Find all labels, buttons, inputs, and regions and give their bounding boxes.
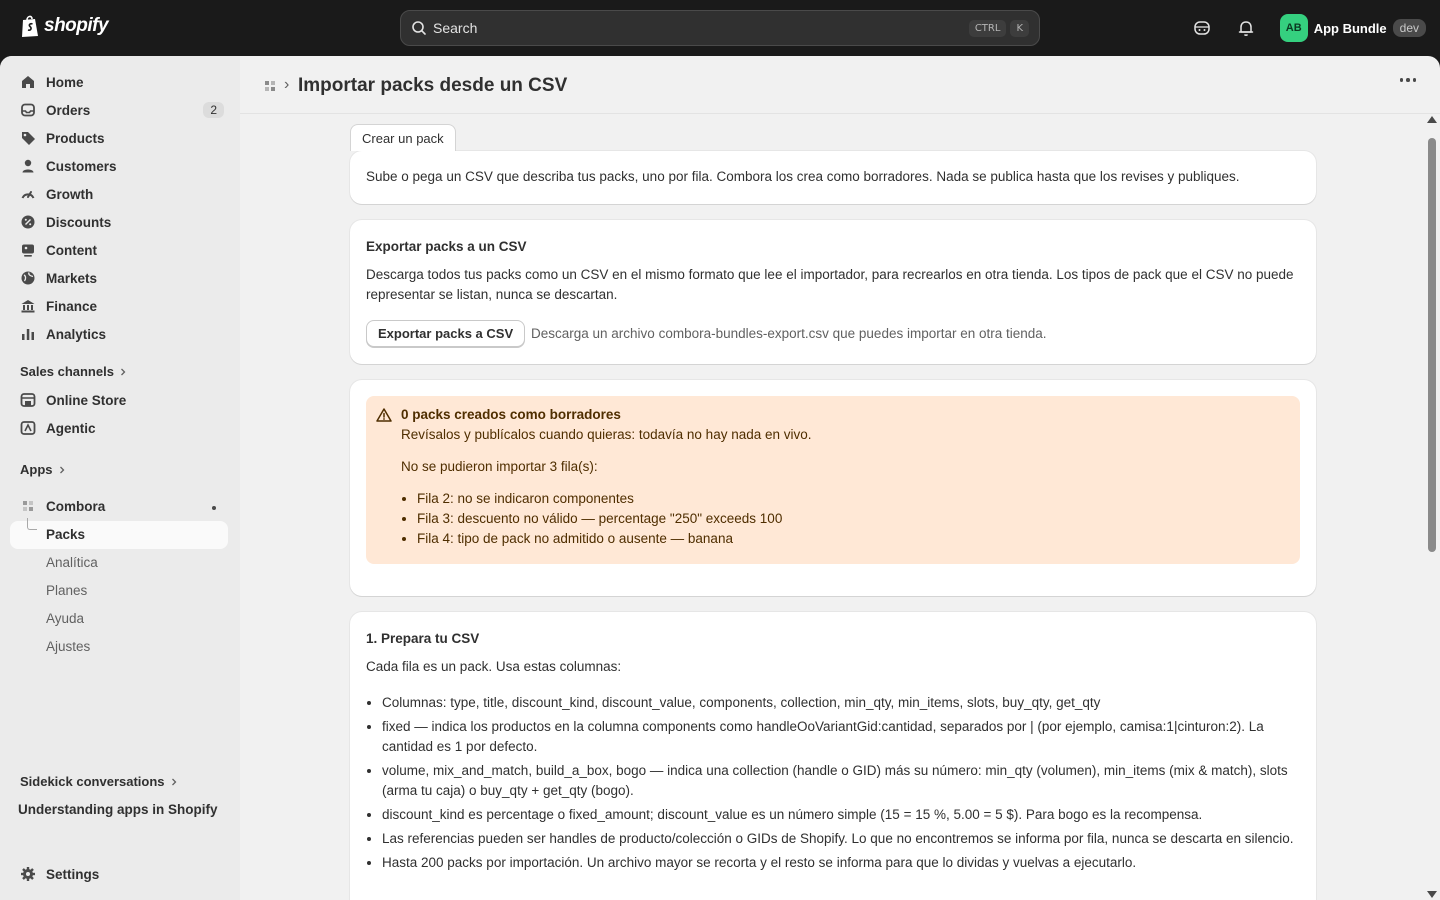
result-subtitle: Revísalos y publícalos cuando quieras: todavía no hay nada en vivo. bbox=[401, 427, 812, 442]
sidebar-item-agentic[interactable] bbox=[10, 414, 228, 442]
rule-item: • discount_kind es percentage o fixed_amount; discount_value es un número simple (15 = 15 %, 5.00 = 5 $). Para bogo es la recompensa. bbox=[382, 805, 1296, 825]
shopify-bag-icon bbox=[20, 14, 40, 38]
shortcut-key-ctrl: CTRL bbox=[969, 20, 1007, 37]
tag-icon bbox=[20, 130, 36, 146]
sidebar-subitem-ajustes[interactable]: Ajustes bbox=[46, 639, 91, 654]
prepare-title: 1. Prepara tu CSV bbox=[366, 631, 480, 646]
sidebar-item-settings[interactable] bbox=[10, 860, 228, 888]
dot-icon bbox=[1406, 78, 1410, 82]
sidebar-item-label: Products bbox=[46, 130, 105, 146]
admin-frame bbox=[0, 56, 1440, 900]
growth-icon bbox=[20, 186, 36, 202]
dot-icon bbox=[1413, 78, 1417, 82]
sidebar-item-label: Combora bbox=[46, 498, 106, 514]
export-card bbox=[350, 220, 1316, 364]
sidebar-item-label: Discounts bbox=[46, 214, 112, 230]
apps-header[interactable] bbox=[20, 462, 67, 477]
prepare-intro: Cada fila es un pack. Usa estas columnas: bbox=[366, 659, 622, 674]
tree-connector bbox=[27, 518, 37, 530]
intro-card bbox=[350, 151, 1316, 204]
rule-item: • fixed — indica los productos en la columna components como handleOoVariantGid:cantidad, separados por | (por ejemplo, camisa:1|cinturon:2). La cantidad es 1 por defecto. bbox=[382, 717, 1296, 757]
sidebar-item-label: Customers bbox=[46, 158, 117, 174]
sidebar-subitem-ayuda[interactable]: Ayuda bbox=[46, 611, 85, 626]
rule-item: • volume, mix_and_match, build_a_box, bogo — indica una collection (handle o GID) más su número: min_qty (volumen), min_items (mix & match), slots (arma tu caja) o buy_qty + get_qty (bogo). bbox=[382, 761, 1296, 801]
sidebar-item-markets[interactable] bbox=[10, 264, 228, 292]
notifications-button[interactable] bbox=[1230, 12, 1262, 44]
sidebar-item-customers[interactable] bbox=[10, 152, 228, 180]
scroll-down-arrow[interactable] bbox=[1427, 891, 1437, 898]
scroll-up-arrow[interactable] bbox=[1427, 116, 1437, 123]
shortcut-key-k: K bbox=[1010, 20, 1029, 37]
search-bar[interactable] bbox=[400, 10, 1040, 46]
sidebar-subitem-planes[interactable]: Planes bbox=[46, 583, 88, 598]
page-header bbox=[240, 56, 1440, 114]
rule-item: • Hasta 200 packs por importación. Un archivo mayor se recorta y el resto se informa para que lo dividas y vuelvas a ejecutarlo. bbox=[382, 853, 1296, 873]
more-actions-button[interactable] bbox=[1400, 78, 1417, 82]
store-avatar: AB bbox=[1280, 14, 1308, 42]
export-title: Exportar packs a un CSV bbox=[366, 239, 527, 254]
sidebar-item-growth[interactable] bbox=[10, 180, 228, 208]
bell-icon bbox=[1237, 19, 1255, 37]
sidekick-conversation-item[interactable]: Understanding apps in Shopify bbox=[18, 802, 218, 817]
export-csv-button[interactable]: Exportar packs a CSV bbox=[366, 320, 525, 347]
dot-icon bbox=[1400, 78, 1404, 82]
sidebar-item-products[interactable] bbox=[10, 124, 228, 152]
globe-icon bbox=[20, 270, 36, 286]
chevron-right-icon bbox=[118, 367, 128, 377]
chevron-right-icon bbox=[57, 465, 67, 475]
error-row: • Fila 2: no se indicaron componentes bbox=[417, 491, 782, 506]
sidebar-item-content[interactable] bbox=[10, 236, 228, 264]
breadcrumb-separator: › bbox=[284, 76, 290, 93]
scrollbar-thumb[interactable] bbox=[1428, 138, 1436, 552]
home-icon bbox=[20, 74, 36, 90]
gear-icon bbox=[20, 866, 36, 882]
apps-label: Apps bbox=[20, 462, 53, 477]
errors-heading: No se pudieron importar 3 fila(s): bbox=[401, 459, 598, 474]
sidebar-item-label: Markets bbox=[46, 270, 98, 286]
app-grid-icon bbox=[20, 498, 36, 514]
search-icon bbox=[411, 20, 427, 36]
rule-item: • Columnas: type, title, discount_kind, discount_value, components, collection, min_qty, min_items, slots, buy_qty, get_qty bbox=[382, 693, 1296, 713]
warning-banner bbox=[366, 396, 1300, 564]
export-description: Descarga todos tus packs como un CSV en el mismo formato que lee el importador, para recrearlos en otra tienda. Los tipos de pack que el CSV no puede representar se listan, nunca se descartan. bbox=[366, 267, 1294, 302]
page-title: Importar packs desde un CSV bbox=[298, 75, 568, 96]
sidekick-header[interactable] bbox=[20, 774, 179, 789]
warning-icon bbox=[376, 407, 392, 423]
sidekick-button[interactable] bbox=[1186, 12, 1218, 44]
error-row: • Fila 4: tipo de pack no admitido o ausente — banana bbox=[417, 531, 782, 546]
search-placeholder: Search bbox=[433, 20, 478, 36]
sidebar-item-label: Home bbox=[46, 74, 84, 90]
result-title: 0 packs creados como borradores bbox=[401, 407, 621, 422]
sidebar-subitem-packs[interactable] bbox=[10, 521, 228, 549]
error-list bbox=[417, 491, 782, 546]
content-icon bbox=[20, 242, 36, 258]
sidebar-item-home[interactable] bbox=[10, 68, 228, 96]
top-bar bbox=[0, 0, 1440, 56]
bank-icon bbox=[20, 298, 36, 314]
export-hint: Descarga un archivo combora-bundles-export.csv que puedes importar en otra tienda. bbox=[531, 326, 1047, 341]
sidebar-item-discounts[interactable] bbox=[10, 208, 228, 236]
person-icon bbox=[20, 158, 36, 174]
sidebar-item-label: Analytics bbox=[46, 326, 107, 342]
import-result-card bbox=[350, 380, 1316, 596]
top-actions bbox=[1186, 0, 1440, 56]
agentic-icon bbox=[20, 420, 36, 436]
sidebar-item-label: Growth bbox=[46, 186, 94, 202]
logo-text: shopify bbox=[44, 15, 109, 36]
sales-channels-header[interactable] bbox=[20, 364, 128, 379]
store-menu[interactable] bbox=[1280, 14, 1426, 42]
sidebar-item-combora[interactable] bbox=[10, 492, 228, 520]
orders-icon bbox=[20, 102, 36, 118]
store-name: App Bundle bbox=[1313, 20, 1387, 36]
sidekick-label: Sidekick conversations bbox=[20, 774, 165, 789]
app-pin-dot bbox=[212, 506, 216, 510]
sidebar bbox=[0, 56, 240, 900]
sidekick-icon bbox=[1193, 19, 1211, 37]
chevron-right-icon bbox=[169, 777, 179, 787]
rule-item: • Las referencias pueden ser handles de producto/colección o GIDs de Shopify. Lo que no encontremos se informa por fila, nunca se descarta en silencio. bbox=[382, 829, 1296, 849]
sidebar-item-label: Finance bbox=[46, 298, 98, 314]
sidebar-item-label: Online Store bbox=[46, 392, 127, 408]
sidebar-subitem-label: Packs bbox=[46, 527, 86, 542]
bar-chart-icon bbox=[20, 326, 36, 342]
prepare-csv-card bbox=[350, 612, 1316, 900]
app-breadcrumb-icon[interactable] bbox=[264, 80, 276, 92]
store-icon bbox=[20, 392, 36, 408]
sidebar-subitem-analitica[interactable]: Analítica bbox=[46, 555, 98, 570]
sidebar-item-label: Settings bbox=[46, 866, 100, 882]
orders-count-badge: 2 bbox=[203, 102, 224, 118]
error-row: • Fila 3: descuento no válido — percentage "250" exceeds 100 bbox=[417, 511, 782, 526]
sidebar-item-label: Content bbox=[46, 242, 97, 258]
sidebar-item-orders[interactable] bbox=[10, 96, 228, 124]
env-badge: dev bbox=[1393, 19, 1426, 37]
sidebar-item-online-store[interactable] bbox=[10, 386, 228, 414]
shopify-logo[interactable] bbox=[20, 14, 108, 38]
discount-icon bbox=[20, 214, 36, 230]
sidebar-item-label: Agentic bbox=[46, 420, 96, 436]
intro-text: Sube o pega un CSV que describa tus packs, uno por fila. Combora los crea como borradores. Nada se publica hasta que los revises y publiques. bbox=[366, 169, 1240, 184]
sidebar-item-finance[interactable] bbox=[10, 292, 228, 320]
sidebar-item-label: Orders bbox=[46, 102, 91, 118]
column-rules-list bbox=[366, 693, 1296, 877]
sales-channels-label: Sales channels bbox=[20, 364, 114, 379]
sidebar-item-analytics[interactable] bbox=[10, 320, 228, 348]
create-pack-tab[interactable]: Crear un pack bbox=[350, 124, 456, 151]
